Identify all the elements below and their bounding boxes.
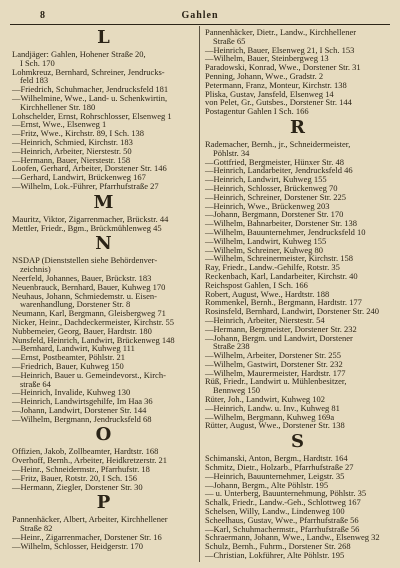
entry-line: —Hermann, Bauer, Nierstestr. 158	[12, 154, 131, 165]
entry-line: —Heinrich, Schreiner, Dorstener Str. 225	[205, 191, 347, 202]
entry-line: Pöhlstr. 34	[213, 147, 250, 158]
entry-line: zeichnis)	[20, 264, 51, 275]
entry-line: Schraermann, Johann, Wwe., Landw., Elsenweg 32	[205, 532, 380, 543]
entry-line: —Wilhelm, Schreinermeister, Kirchstr. 158	[205, 253, 354, 264]
entry-line: —Heinrich, Landw. u. Inv., Kuhweg 81	[205, 402, 340, 413]
entry-line: —Fritz, Wwe., Kirchstr. 89, I Sch. 138	[12, 128, 145, 139]
entry-line: Schimanski, Anton, Bergm., Hardtstr. 164	[205, 453, 348, 464]
entry-line: Rommenkel, Bernh., Bergmann, Hardtstr. 177	[205, 297, 362, 308]
directory-entry	[12, 292, 195, 310]
entry-line: Reichspost Gahlen, I Sch. 166	[205, 279, 308, 290]
entry-line: straße 64	[20, 378, 51, 389]
entry-line: —Johann, Bergm., Alte Pöhlstr. 195	[205, 479, 329, 490]
directory-entry	[12, 68, 195, 86]
entry-line: Lohschelder, Ernst, Rohrschlosser, Elsenweg 1	[12, 110, 172, 121]
entry-line: —Wilhelmine, Wwe., Land- u. Schenkwirtin,	[12, 92, 168, 103]
directory-entry	[205, 334, 390, 352]
entry-line: Schelsen, Willy, Landw., Lindenweg 100	[205, 506, 345, 517]
directory-entry	[205, 421, 390, 430]
directory-entry	[205, 140, 390, 158]
page-number: 8	[40, 10, 45, 21]
entry-line: —Heinr., Zigarrenmacher, Dorstener Str. 16	[12, 532, 162, 543]
entry-line: —Heinrich, Invalide, Kuhweg 130	[12, 387, 131, 398]
entry-line: Mauritz, Viktor, Zigarrenmacher, Brückstr. 44	[12, 213, 169, 224]
entry-line: —Heinrich, Bauer u. Gemeindevorst., Kirch-	[12, 369, 166, 380]
entry-line: —Wilhelm, Schreiner, Kuhweg 80	[205, 244, 324, 255]
entry-line: Lohmkreuz, Bernhard, Schreiner, Jendrucks-	[12, 66, 165, 77]
directory-entry	[205, 107, 390, 116]
entry-line: —Hermann, Ziegler, Dorstener Str. 30	[12, 481, 143, 492]
entry-line: Scheelhaus, Gustav, Wwe., Pfarrhufstraße 56	[205, 514, 359, 525]
entry-line: Neuenbrauck, Bernhard, Bauer, Kuhweg 170	[12, 281, 166, 292]
entry-line: Rademacher, Bernh., jr., Schneidermeister,	[205, 138, 351, 149]
page-title: Gahlen	[181, 10, 219, 21]
entry-line: Landjäger: Gahlen, Hohener Straße 20,	[12, 49, 146, 59]
entry-line: Mettler, Friedr., Bgm., Brückmühlenweg 45	[12, 222, 162, 233]
section-heading-n: N	[95, 233, 112, 255]
directory-entry	[12, 182, 195, 191]
entry-line: Schulz, Bernh., Fuhrm., Dorstener Str. 268	[205, 541, 351, 552]
section-heading-p: P	[96, 492, 111, 514]
entry-line: —Friedrich, Schuhmacher, Jendrucksfeld 181	[12, 84, 169, 95]
entry-line: —Johann, Bergmann, Dorstener Str. 170	[205, 209, 344, 220]
entry-line: Rütter, August, Wwe., Dorstener Str. 138	[205, 420, 345, 431]
entry-line: Ray, Friedr., Landw.-Gehilfe, Rotstr. 35	[205, 262, 340, 273]
entry-line: —Christian, Lokführer, Alte Pöhlstr. 195	[205, 550, 345, 561]
entry-line: Straße 65	[213, 35, 246, 46]
entry-line: Postagentur Gahlen I Sch. 166	[205, 106, 309, 117]
directory-entry	[205, 551, 390, 560]
entry-line: —Ernst, Postbeamter, Pöhlstr. 21	[12, 352, 125, 363]
entry-line: Neuhaus, Johann, Schmiedemstr. u. Eisen-	[12, 290, 157, 301]
entry-line: Rosinsfeld, Bernhard, Landwirt, Dorstener Str. 240	[205, 306, 379, 317]
entry-line: Penning, Johann, Wwe., Gradstr. 2	[205, 70, 324, 81]
entry-line: Pannenhäcker, Albert, Arbeiter, Kirchhellener	[12, 514, 168, 525]
entry-line: NSDAP (Dienststellen siehe Behördenver-	[12, 255, 158, 266]
entry-line: Nicker, Heinr., Dachdeckermeister, Kirchstr. 55	[12, 316, 174, 327]
entry-line: Schmitz, Dietr., Holzarb., Pfarrhufstraße 27	[205, 462, 354, 473]
entry-line: —Wilhelm, Bauer, Steinbergweg 13	[205, 53, 329, 64]
entry-line: —Heinrich, Bauer, Elsenweg 21, I Sch. 153	[205, 44, 355, 55]
entry-line: —Heinrich, Landarbeiter, Jendrucksfeld 46	[205, 165, 353, 176]
entry-line: Bennweg 150	[213, 385, 260, 396]
directory-entry	[12, 515, 195, 533]
directory-entry	[12, 542, 195, 551]
entry-line: von Pelet, Gr., Gutsbes., Dorstener Str. 144	[205, 97, 352, 108]
entry-line: Paradowski, Konrad, Wwe., Dorstener Str. 31	[205, 62, 361, 73]
entry-line: — u. Unterberg, Bauunternehmung, Pöhlstr. 35	[205, 488, 367, 499]
entry-line: Straße 238	[213, 341, 250, 352]
entry-line: warenhandlung, Dorstener Str. 8	[20, 299, 131, 310]
entry-line: —Wilhelm, Bahnarbeiter, Dorstener Str. 138	[205, 218, 358, 229]
left-column	[12, 26, 195, 551]
entry-line: —Johann, Bergm. und Landwirt, Dorstener	[205, 332, 353, 343]
entry-line: Neumann, Karl, Bergmann, Gleisbergweg 71	[12, 308, 166, 319]
entry-line: —Wilhelm, Bauunternehmer, Jendrucksfeld 10	[205, 226, 366, 237]
entry-line: —Wilhelm, Lok.-Führer, Pfarrhufstraße 27	[12, 180, 159, 191]
entry-line: —Ernst, Wwe., Elsenweg 1	[12, 119, 107, 130]
entry-line: Straße 82	[20, 523, 53, 534]
entry-line: Robert, August, Wwe., Hardtstr. 188	[205, 288, 330, 299]
entry-line: —Gerhard, Landwirt, Brückenweg 167	[12, 172, 146, 183]
column-divider	[199, 26, 200, 562]
entry-line: Loofen, Gerhard, Arbeiter, Dorstener Str. 146	[12, 163, 167, 174]
entry-line: Offizien, Jakob, Zollbeamter, Hardtstr. 168	[12, 446, 159, 457]
entry-line: —Wilhelm, Schlosser, Heidgerstr. 170	[12, 540, 144, 551]
entry-line: Rüß, Friedr., Landwirt u. Mühlenbesitzer,	[205, 376, 347, 387]
directory-entry	[205, 28, 390, 46]
entry-line: —Heinrich, Schlosser, Brückenweg 70	[205, 182, 338, 193]
entry-line: —Hermann, Bergmeister, Dorstener Str. 232	[205, 323, 357, 334]
entry-line: Nubbemeier, Georg, Bauer, Hardtstr. 180	[12, 325, 152, 336]
entry-line: Petermann, Franz, Monteur, Kirchstr. 138	[205, 79, 347, 90]
section-heading-s: S	[291, 431, 304, 453]
directory-entry	[12, 415, 195, 424]
section-heading-l: L	[97, 27, 110, 48]
entry-line: —Wilhelm, Bergmann, Kuhweg 169a	[205, 411, 335, 422]
entry-line: —Wilhelm, Bergmann, Jendrucksfeld 68	[12, 413, 152, 424]
entry-line: Kirchhellener Str. 180	[20, 101, 96, 112]
entry-line: —Wilhelm, Landwirt, Kuhweg 155	[205, 235, 327, 246]
entry-line: —Heinrich, Landwirtsgehilfe, Im Haa 36	[12, 396, 153, 407]
entry-line: Schalk, Friedr., Landw.-Geh., Schlottweg 167	[205, 497, 361, 508]
entry-line: —Heinrich, Arbeiter, Nierstestr. 50	[12, 145, 132, 156]
entry-line: I Sch. 170	[20, 57, 55, 68]
section-heading-m: M	[93, 191, 114, 213]
entry-line: —Heinrich, Landwirt, Kuhweg 155	[205, 174, 327, 185]
entry-line: Reckenbach, Karl, Landarbeiter, Kirchstr. 40	[205, 270, 358, 281]
entry-line: —Wilhelm, Gastwirt, Dorstener Str. 232	[205, 358, 343, 369]
entry-line: Rüter, Joh., Landwirt, Kuhweg 102	[205, 394, 326, 405]
entry-line: feld 183	[20, 75, 49, 86]
entry-line: —Heinr., Schneidermstr., Pfarrhufstr. 18	[12, 464, 150, 475]
entry-line: —Bernhard, Landwirt, Kuhweg 111	[12, 343, 135, 354]
right-column	[205, 28, 390, 560]
entry-line: —Heinrich, Arbeiter, Nierstestr. 54	[205, 314, 325, 325]
entry-line: —Heinrich, Bauunternehmer, Leigstr. 35	[205, 470, 345, 481]
header-rule	[10, 24, 390, 25]
entry-line: Neerfeld, Johannes, Bauer, Brückstr. 183	[12, 272, 152, 283]
entry-line: Pannenhäcker, Dietr., Landw., Kirchhellener	[205, 27, 357, 37]
section-heading-o: O	[95, 424, 112, 446]
section-heading-r: R	[290, 116, 305, 138]
directory-entry	[12, 224, 195, 233]
entry-line: —Johann, Landwirt, Dorstener Str. 144	[12, 404, 147, 415]
directory-entry	[12, 94, 195, 112]
directory-entry	[12, 483, 195, 492]
entry-line: —Wilhelm, Maurermeister, Hardtstr. 177	[205, 367, 346, 378]
entry-line: —Karl, Schuhmachermstr., Pfarrhufstraße 56	[205, 523, 360, 534]
entry-line: —Fritz, Bauer, Rotstr. 20, I Sch. 156	[12, 472, 138, 483]
entry-line: —Wilhelm, Arbeiter, Dorstener Str. 255	[205, 350, 341, 361]
entry-line: Pliska, Gustav, Jansfeld, Elsenweg 14	[205, 88, 334, 99]
entry-line: —Gottfried, Bergmeister, Hünxer Str. 48	[205, 156, 345, 167]
directory-entry	[205, 377, 390, 395]
directory-entry	[12, 256, 195, 274]
entry-line: Nunsfeld, Heinrich, Landwirt, Brückenweg 148	[12, 334, 175, 345]
directory-entry	[12, 50, 195, 68]
entry-line: —Heinrich, Schmied, Kirchstr. 183	[12, 136, 133, 147]
directory-entry	[12, 371, 195, 389]
entry-line: —Friedrich, Bauer, Kuhweg 150	[12, 360, 124, 371]
entry-line: —Heinrich, Wwe., Brückenweg 203	[205, 200, 330, 211]
entry-line: Overhoff, Bernh., Arbeiter, Heidkretzerstr. 21	[12, 455, 168, 466]
